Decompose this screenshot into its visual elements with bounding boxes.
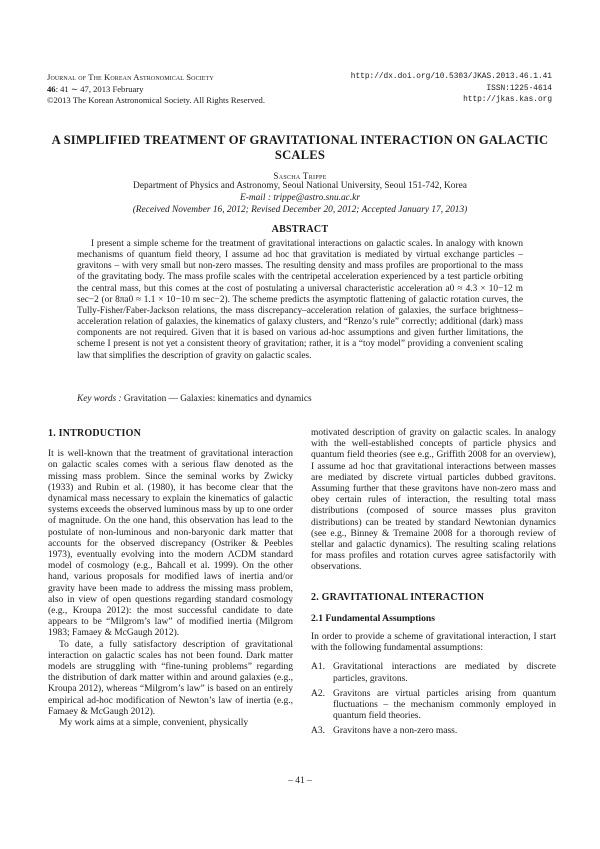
right-column <box>311 428 556 742</box>
paper-title: A SIMPLIFIED TREATMENT OF GRAVITATIONAL INTERACTION ON GALACTIC SCALES <box>51 133 549 162</box>
assumption-text: Gravitons have a non-zero mass. <box>333 726 458 737</box>
volume-number: 46 <box>47 83 56 94</box>
list-item <box>311 689 556 723</box>
list-item <box>311 662 556 684</box>
affiliation-block <box>40 181 560 216</box>
pages-date: : 41 ∼ 47, 2013 February <box>55 83 144 94</box>
left-column <box>48 428 293 729</box>
assumption-text: Gravitons are virtual particles arising from quantum fluctuations – the mechanism commonly employed in quantum field theories. <box>333 688 556 722</box>
keywords-list: Gravitation — Galaxies: kinematics and dynamics <box>123 394 312 404</box>
copyright: ©2013 The Korean Astronomical Society. All Rights Reserved. <box>47 95 265 106</box>
intro-paragraph-1: It is well-known that the treatment of gravitational interaction on galactic scales comes with a serious flaw denoted as the missing mass problem. Since the seminal works by Zwicky (1933) and Rubin et al. (1980), it has become clear that the dynamical mass necessary to explain the kinematics of galactic systems exceeds the observed luminous mass by up to one order of magnitude. On the one hand, this observation has lead to the postulate of non-luminous and non-baryonic dark matter that accounts for the observed discrepancy (Ostriker & Peebles 1973), eventually evolving into the modern ΛCDM standard model of cosmology (e.g., Bahcall et al. 1999). On the other hand, various proposals for modified laws of inertia and/or gravity have been made to address the missing mass problem, also in view of open questions regarding standard cosmology (e.g., Kroupa 2012): the most successful candidate to date appears to be “Milgrom’s law” of modified inertia (Milgrom 1983; Famaey & McGaugh 2012). <box>48 449 293 639</box>
keywords-label: Key words : <box>77 394 122 404</box>
journal-header <box>47 72 347 107</box>
section-heading-introduction: 1. INTRODUCTION <box>48 428 142 439</box>
author-name: Sascha Trippe <box>273 171 327 181</box>
journal-issue <box>47 84 347 96</box>
assumption-label: A1. <box>311 662 325 673</box>
doi-link[interactable]: http://dx.doi.org/10.5303/JKAS.2013.46.1.41 <box>350 73 552 81</box>
assumptions-list <box>311 662 556 737</box>
journal-url[interactable]: http://jkas.kas.org <box>463 96 552 105</box>
affiliation: Department of Physics and Astronomy, Seoul National University, Seoul 151-742, Korea <box>133 181 467 191</box>
author-email[interactable]: E-mail : trippe@astro.snu.ac.kr <box>240 192 360 203</box>
received-dates: (Received November 16, 2012; Revised December 20, 2012; Accepted January 17, 2013) <box>132 204 468 215</box>
abstract-heading: ABSTRACT <box>271 224 329 235</box>
subsection-heading-fundamental-assumptions: 2.1 Fundamental Assumptions <box>311 612 435 624</box>
abstract-text: I present a simple scheme for the treatment of gravitational interactions on galactic scales. In analogy with known mechanisms of quantum field theory, I assume ad hoc that gravitation is mediated by virtual exchange particles – gravitons – with very small but non-zero masses. The resulting density and mass profiles are proportional to the mass of the gravitating body. The mass profile scales with the centripetal acceleration experienced by a test particle orbiting the central mass, but this comes at the cost of postulating a universal characteristic acceleration a0 ≈ 4.3 × 10−12 m sec−2 (or 8πa0 ≈ 1.1 × 10−10 m sec−2). The scheme predicts the asymptotic flattening of galactic rotation curves, the Tully-Fisher/Faber-Jackson relations, the mass discrepancy–acceleration relation of galaxies, the surface brightness–acceleration relation of galaxies, the kinematics of galaxy clusters, and “Renzo’s rule” correctly; additional (dark) mass components are not required. Given that it is based on various ad-hoc assumptions and given further limitations, the scheme I present is not yet a consistent theory of gravitation; rather, it is a “toy model” providing a convenient scaling law that simplifies the description of gravity on galactic scales. <box>77 239 523 361</box>
assumption-label: A2. <box>311 688 325 699</box>
intro-paragraph-3: My work aims at a simple, convenient, physically <box>59 718 249 729</box>
assumption-label: A3. <box>311 726 325 737</box>
journal-name: Journal of The Korean Astronomical Society <box>47 72 214 82</box>
keywords <box>77 394 523 404</box>
section-heading-gravitational-interaction: 2. GRAVITATIONAL INTERACTION <box>311 591 485 603</box>
assumption-text: Gravitational interactions are mediated by discrete particles, gravitons. <box>333 662 556 684</box>
page-number: – 41 – <box>288 776 312 786</box>
journal-links <box>312 72 552 107</box>
list-item <box>311 726 556 737</box>
issn: ISSN:1225-4614 <box>486 84 552 93</box>
intro-paragraph-3-continued: motivated description of gravity on galactic scales. In analogy with the well-established concepts of particle physics and quantum field theories (see e.g., Griffith 2008 for an overview), I assume ad hoc that gravitational interactions between masses are mediated by discrete virtual particles dubbed gravitons. Assuming further that these gravitons have non-zero mass and obey certain rules of interaction, the resulting total mass distributions (composed of source masses plus graviton distributions) can be treated by standard Newtonian dynamics (see e.g., Binney & Tremaine 2008 for a thorough review of stellar and galactic dynamics). The resulting scaling relations for mass profiles and rotation curves agree satisfactorily with observations. <box>311 428 556 573</box>
intro-paragraph-2: To date, a fully satisfactory description of gravitational interaction on galactic scales has not been found. Dark matter models are struggling with “fine-tuning problems” regarding the distribution of dark matter within and around galaxies (e.g., Kroupa 2012), whereas “Milgrom’s law” is based on an entirely empirical ad-hoc modification of Newton’s law of inertia (e.g., Famaey & McGaugh 2012). <box>48 639 293 717</box>
assumptions-intro: In order to provide a scheme of gravitational interaction, I start with the following fundamental assumptions: <box>311 632 556 654</box>
